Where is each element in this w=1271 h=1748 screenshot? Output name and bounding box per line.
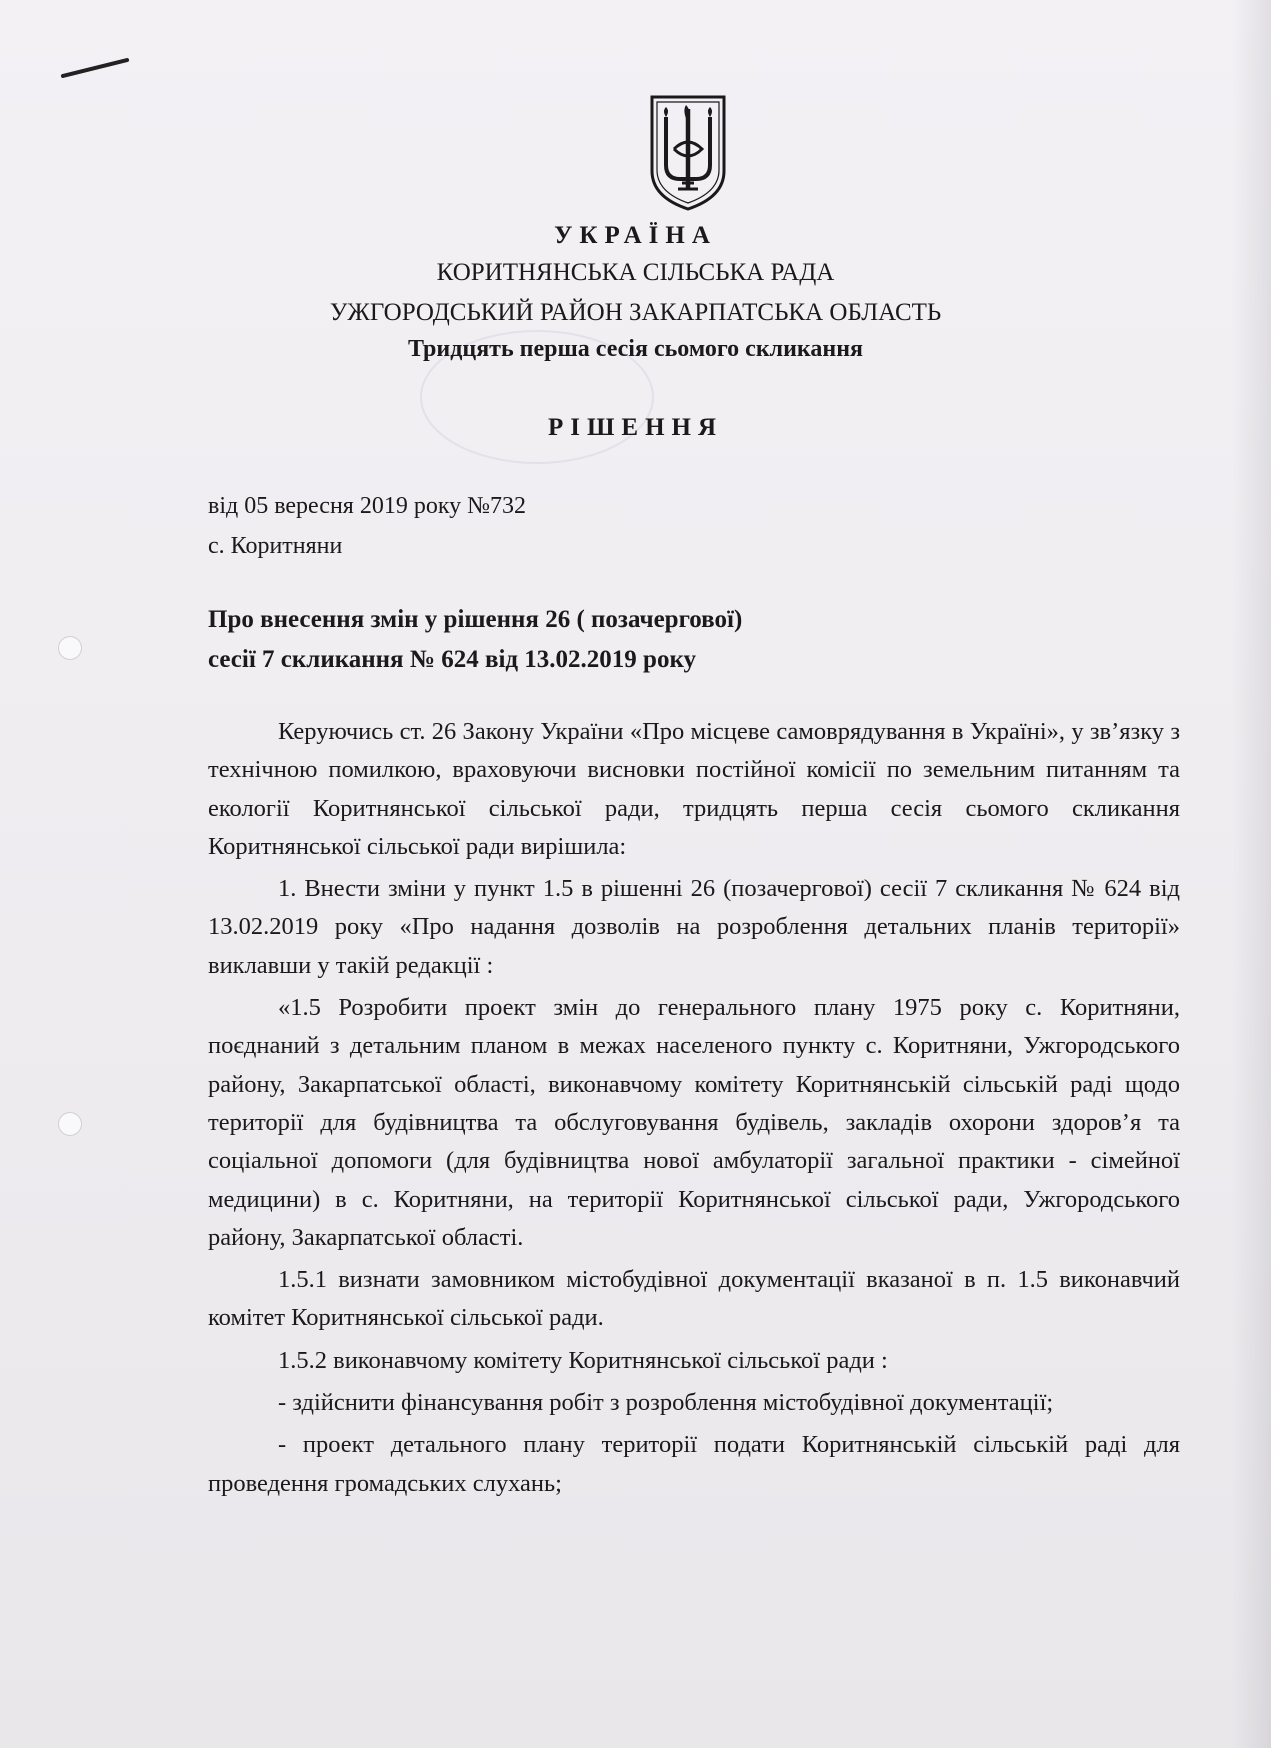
- preamble-paragraph: Керуючись ст. 26 Закону України «Про місцеве самоврядування в Україні», у зв’язку з технічною помилкою, враховуючи висновки постійної комісії по земельним питанням та екології Коритнянської сільської ради, тридцять перша сесія сьомого скликання Коритнянської сільської ради вирішила:: [208, 718, 1180, 860]
- decision-subject: [208, 600, 848, 680]
- financing-bullet: - здійснити фінансування робіт з розроблення містобудівної документації;: [278, 1389, 1054, 1417]
- subject-line-2: сесії 7 скликання № 624 від 13.02.2019 року: [208, 646, 697, 673]
- punch-hole-upper: [58, 636, 82, 660]
- item-1-5-2-paragraph: 1.5.2 виконавчому комітету Коритнянської сільської ради :: [278, 1346, 888, 1374]
- punch-hole-lower: [58, 1112, 82, 1136]
- decision-date-number: від 05 вересня 2019 року №732: [208, 493, 527, 519]
- hearings-bullet: - проект детального плану території подати Коритнянській сільській раді для проведення громадських слухань;: [208, 1431, 1180, 1497]
- decision-place: с. Коритняни: [208, 533, 343, 559]
- coat-of-arms-trident-icon: [648, 93, 728, 211]
- district-heading: УЖГОРОДСЬКИЙ РАЙОН ЗАКАРПАТСЬКА ОБЛАСТЬ: [329, 299, 942, 326]
- item-1-paragraph: 1. Внести зміни у пункт 1.5 в рішенні 26 (позачергової) сесії 7 скликання № 624 від 13.02.2019 року «Про надання дозволів на розроблення детальних планів території» виклавши у такій редакції :: [208, 875, 1180, 979]
- council-heading: КОРИТНЯНСЬКА СІЛЬСЬКА РАДА: [436, 259, 835, 286]
- subject-line-1: Про внесення змін у рішення 26 ( позачергової): [208, 606, 743, 633]
- decision-body: [208, 713, 1180, 1507]
- session-heading: Тридцять перша сесія сьомого скликання: [407, 336, 864, 362]
- item-1-5-paragraph: «1.5 Розробити проект змін до генерального плану 1975 року с. Коритняни, поєднаний з детальним планом в межах населеного пункту с. Коритняни, Ужгородського району, Закарпатської області, виконавчому комітету Коритнянській сільській раді щодо території для будівництва та обслуговування будівель, закладів охорони здоров’я та соціальної допомоги (для будівництва нової амбулаторії загальної практики - сімейної медицини) в с. Коритняни, на території Коритнянської сільської ради, Ужгородського району, Закарпатської області.: [208, 994, 1180, 1251]
- country-heading: УКРАЇНА: [554, 222, 717, 249]
- pen-mark: [61, 58, 130, 79]
- item-1-5-1-paragraph: 1.5.1 визнати замовником містобудівної документації вказаної в п. 1.5 виконавчий комітет Коритнянської сільської ради.: [208, 1266, 1180, 1332]
- document-type-heading: РІШЕННЯ: [547, 414, 724, 441]
